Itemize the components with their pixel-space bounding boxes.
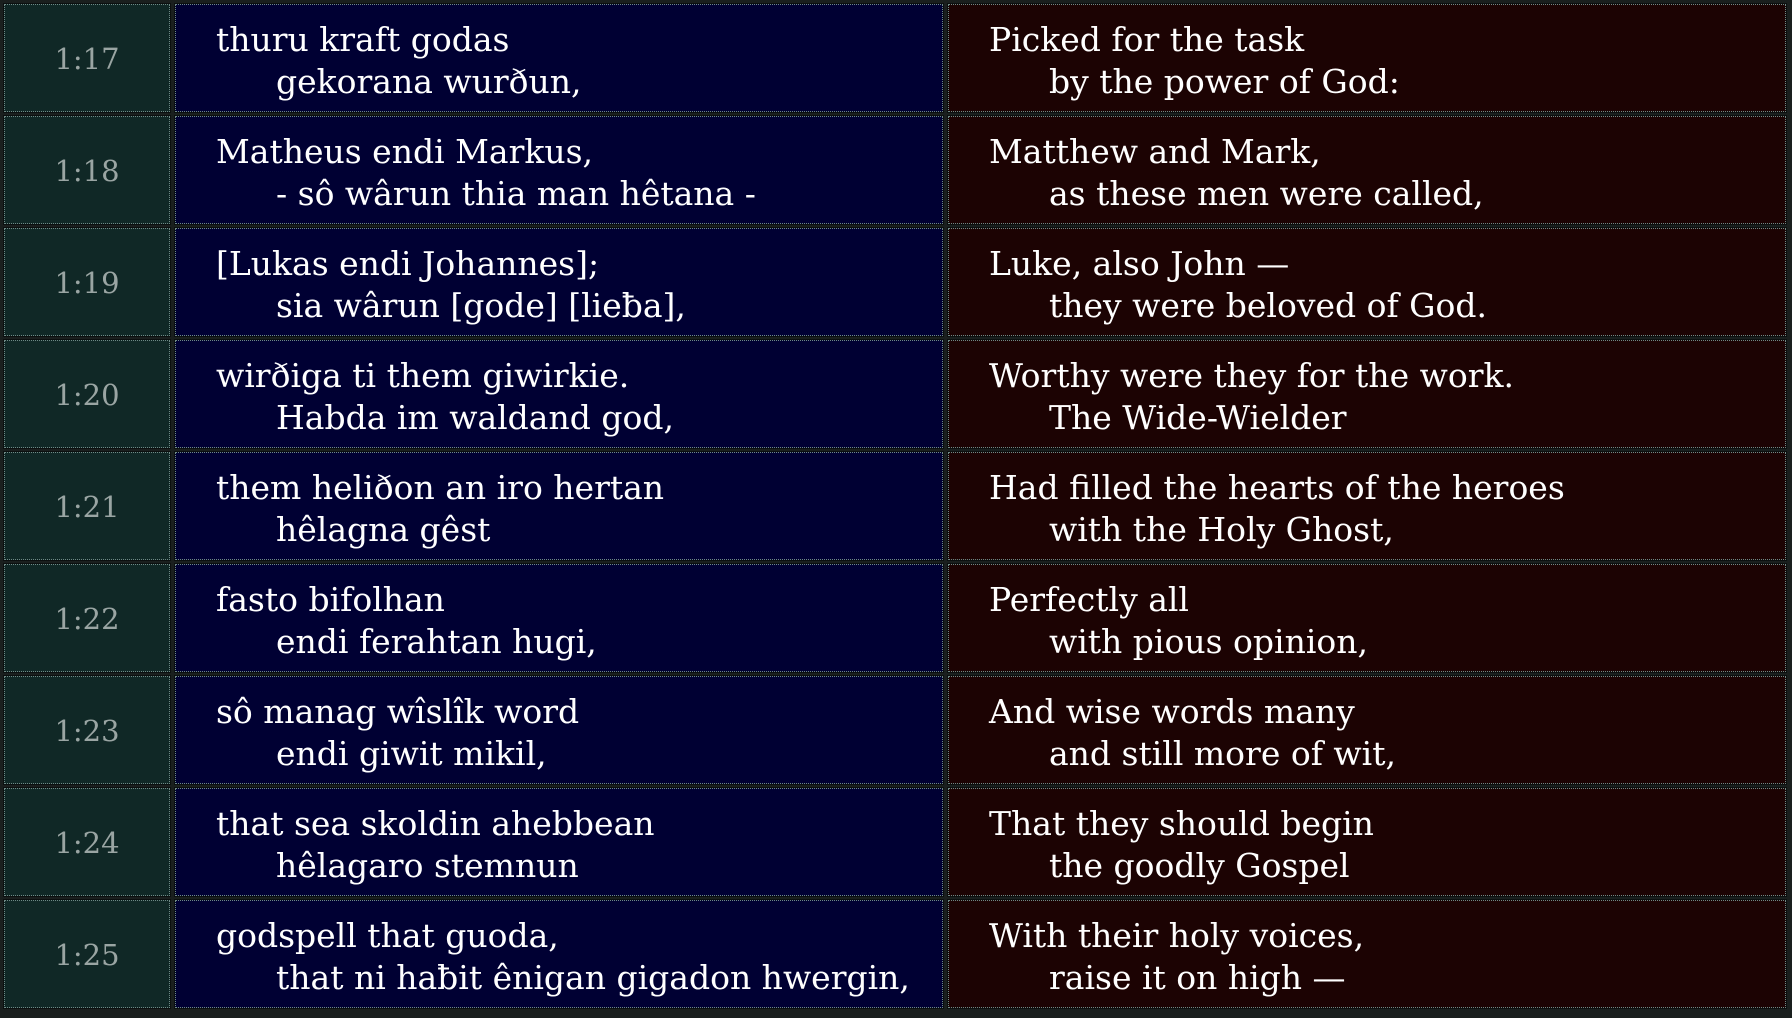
english-verse — [948, 900, 1786, 1008]
english-line-1: Worthy were they for the work. — [989, 356, 1514, 395]
english-line-2: by the power of God: — [1049, 62, 1400, 101]
verse-number: 1:21 — [4, 452, 170, 560]
old-saxon-line-1: them heliðon an iro hertan — [216, 468, 665, 507]
verse-number: 1:20 — [4, 340, 170, 448]
english-line-2: the goodly Gospel — [1049, 846, 1350, 885]
old-saxon-verse — [175, 228, 943, 336]
old-saxon-verse — [175, 4, 943, 112]
english-line-2: with the Holy Ghost, — [1049, 510, 1394, 549]
english-line-2: raise it on high — — [1049, 958, 1346, 997]
english-line-2: as these men were called, — [1049, 174, 1484, 213]
old-saxon-verse — [175, 900, 943, 1008]
english-line-2: they were beloved of God. — [1049, 286, 1488, 325]
english-line-1: Perfectly all — [989, 580, 1189, 619]
english-verse — [948, 452, 1786, 560]
old-saxon-line-1: wirðiga ti them giwirkie. — [216, 356, 630, 395]
old-saxon-verse — [175, 788, 943, 896]
verse-table — [4, 4, 1786, 1008]
english-verse — [948, 788, 1786, 896]
english-line-2: The Wide-Wielder — [1049, 398, 1347, 437]
old-saxon-line-2: endi ferahtan hugi, — [276, 622, 597, 661]
old-saxon-line-2: - sô wârun thia man hêtana - — [276, 174, 756, 213]
old-saxon-line-2: endi giwit mikil, — [276, 734, 547, 773]
old-saxon-line-2: gekorana wurðun, — [276, 62, 582, 101]
english-line-1: That they should begin — [989, 804, 1374, 843]
old-saxon-line-1: that sea skoldin ahebbean — [216, 804, 655, 843]
old-saxon-line-2: sia wârun [gode] [lieƀa], — [276, 286, 686, 325]
verse-number: 1:18 — [4, 116, 170, 224]
old-saxon-verse — [175, 564, 943, 672]
english-verse — [948, 4, 1786, 112]
verse-number: 1:22 — [4, 564, 170, 672]
verse-number: 1:17 — [4, 4, 170, 112]
verse-number: 1:25 — [4, 900, 170, 1008]
verse-number: 1:24 — [4, 788, 170, 896]
old-saxon-line-1: thuru kraft godas — [216, 20, 510, 59]
old-saxon-line-2: hêlagna gêst — [276, 510, 491, 549]
english-verse — [948, 340, 1786, 448]
verse-number: 1:19 — [4, 228, 170, 336]
english-line-1: Matthew and Mark, — [989, 132, 1321, 171]
english-line-1: And wise words many — [989, 692, 1355, 731]
english-verse — [948, 676, 1786, 784]
english-line-2: and still more of wit, — [1049, 734, 1396, 773]
old-saxon-verse — [175, 340, 943, 448]
english-verse — [948, 228, 1786, 336]
old-saxon-line-1: godspell that guoda, — [216, 916, 559, 955]
old-saxon-line-2: Habda im waldand god, — [276, 398, 674, 437]
old-saxon-line-2: hêlagaro stemnun — [276, 846, 579, 885]
old-saxon-line-1: sô manag wîslîk word — [216, 692, 580, 731]
old-saxon-line-1: [Lukas endi Johannes]; — [216, 244, 600, 283]
english-line-1: Picked for the task — [989, 20, 1305, 59]
english-line-1: Had filled the hearts of the heroes — [989, 468, 1565, 507]
english-line-1: With their holy voices, — [989, 916, 1365, 955]
old-saxon-line-1: fasto bifolhan — [216, 580, 445, 619]
old-saxon-verse — [175, 116, 943, 224]
old-saxon-verse — [175, 676, 943, 784]
old-saxon-verse — [175, 452, 943, 560]
old-saxon-line-1: Matheus endi Markus, — [216, 132, 594, 171]
old-saxon-line-2: that ni haƀit ênigan gigadon hwergin, — [276, 958, 910, 997]
english-line-2: with pious opinion, — [1049, 622, 1368, 661]
english-verse — [948, 564, 1786, 672]
english-line-1: Luke, also John — — [989, 244, 1290, 283]
english-verse — [948, 116, 1786, 224]
verse-number: 1:23 — [4, 676, 170, 784]
